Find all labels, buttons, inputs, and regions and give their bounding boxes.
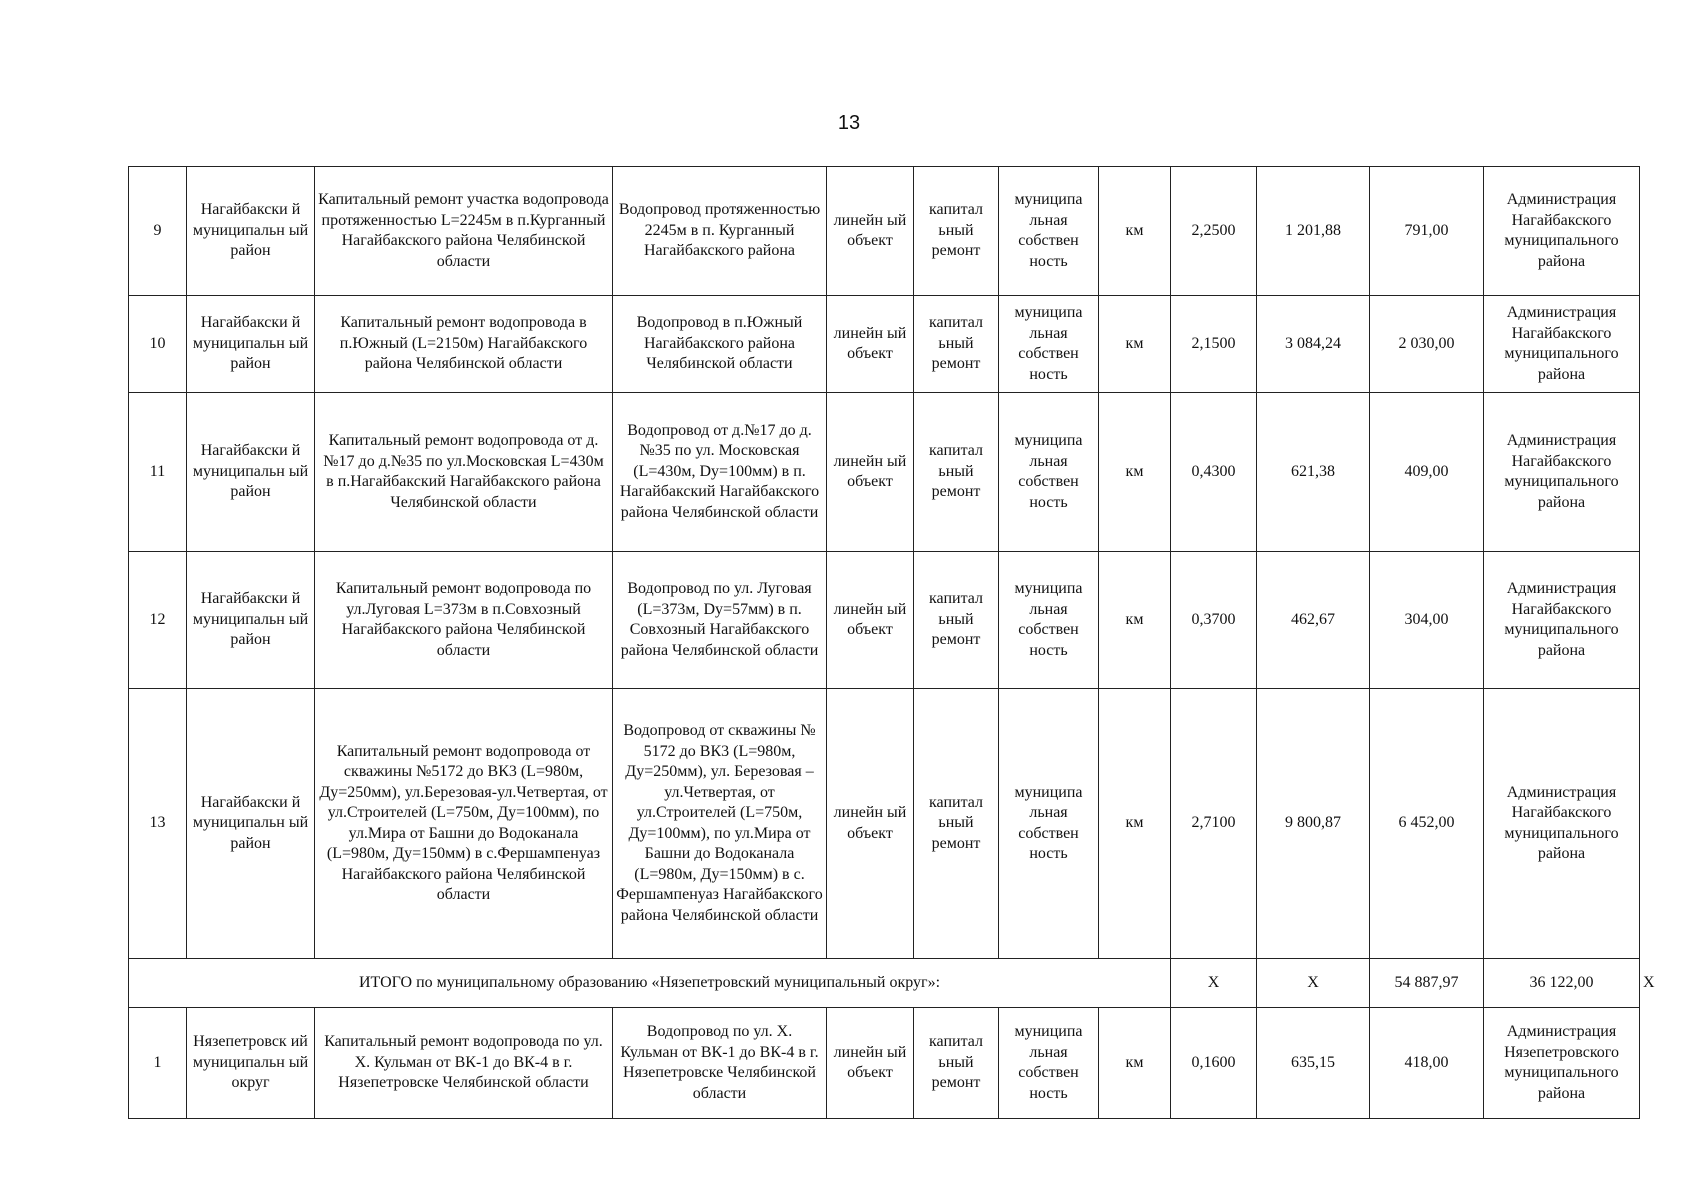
amount: 6 452,00 [1370,689,1484,959]
ownership: муниципа льная собствен ность [999,689,1099,959]
administrator: Администрация Нагайбакского муниципального района [1484,689,1640,959]
table-row [129,393,1640,552]
table-row [129,167,1640,296]
row-number: 13 [129,689,187,959]
total-label: ИТОГО по муниципальному образованию «Нязепетровский муниципальный округ»: [129,959,1171,1008]
object-name: Водопровод по ул. Луговая (L=373м, Dy=57мм) в п. Совхозный Нагайбакского района Челябинской области [613,552,827,689]
object-name: Водопровод протяженностью 2245м в п. Курганный Нагайбакского района [613,167,827,296]
cost: 621,38 [1257,393,1370,552]
page-number: 13 [837,112,861,134]
amount: 409,00 [1370,393,1484,552]
work-description: Капитальный ремонт водопровода по ул.Луговая L=373м в п.Совхозный Нагайбакского района Челябинской области [315,552,613,689]
object-name: Водопровод в п.Южный Нагайбакского района Челябинской области [613,296,827,393]
amount: 2 030,00 [1370,296,1484,393]
object-type: линейн ый объект [827,296,914,393]
district-name: Нагайбакски й муниципальн ый район [187,296,315,393]
total-row: ИТОГО по муниципальному образованию «Нязепетровский муниципальный округ»: X X 54 887,97 36 122,00 X [129,959,1640,1008]
work-type: капитал ьный ремонт [914,393,999,552]
quantity: 0,1600 [1171,1008,1257,1119]
work-description: Капитальный ремонт водопровода в п.Южный (L=2150м) Нагайбакского района Челябинской области [315,296,613,393]
quantity: 2,2500 [1171,167,1257,296]
total-amount: 36 122,00 [1484,959,1640,1008]
work-type: капитал ьный ремонт [914,296,999,393]
object-type: линейн ый объект [827,552,914,689]
unit: км [1099,296,1171,393]
row-number: 11 [129,393,187,552]
work-type: капитал ьный ремонт [914,167,999,296]
ownership: муниципа льная собствен ность [999,393,1099,552]
unit: км [1099,689,1171,959]
work-description: Капитальный ремонт водопровода от скважины №5172 до ВК3 (L=980м, Ду=250мм), ул.Березовая-ул.Четвертая, от ул.Строителей (L=750м, Ду=100мм), по ул.Мира от Башни до Водоканала (L=980м, Ду=150мм) в с.Фершампенуаз Нагайбакского района Челябинской области [315,689,613,959]
object-name: Водопровод по ул. Х. Кульман от ВК-1 до ВК-4 в г. Нязепетровске Челябинской области [613,1008,827,1119]
unit: км [1099,552,1171,689]
ownership: муниципа льная собствен ность [999,167,1099,296]
administrator: Администрация Нагайбакского муниципального района [1484,393,1640,552]
district-name: Нагайбакски й муниципальн ый район [187,167,315,296]
work-type: капитал ьный ремонт [914,552,999,689]
amount: 304,00 [1370,552,1484,689]
row-number: 10 [129,296,187,393]
unit: км [1099,167,1171,296]
cost: 9 800,87 [1257,689,1370,959]
unit: км [1099,1008,1171,1119]
row-number: 1 [129,1008,187,1119]
cost: 3 084,24 [1257,296,1370,393]
table-row [129,552,1640,689]
cost: 635,15 [1257,1008,1370,1119]
object-name: Водопровод от скважины № 5172 до ВК3 (L=980м, Ду=250мм), ул. Березовая – ул.Четвертая, от ул.Строителей (L=750м, Ду=100мм), по ул.Мира от Башни до Водоканала (L=980м, Ду=150мм) в с. Фершампенуаз Нагайбакского района Челябинской области [613,689,827,959]
object-type: линейн ый объект [827,1008,914,1119]
district-name: Нагайбакски й муниципальн ый район [187,689,315,959]
object-name: Водопровод от д.№17 до д.№35 по ул. Московская (L=430м, Dy=100мм) в п. Нагайбакский Нагайбакского района Челябинской области [613,393,827,552]
table-row [129,689,1640,959]
amount: 791,00 [1370,167,1484,296]
amount: 418,00 [1370,1008,1484,1119]
administrator: Администрация Нязепетровского муниципального района [1484,1008,1640,1119]
total-quantity: X [1257,959,1370,1008]
table-row [129,1008,1640,1119]
object-type: линейн ый объект [827,167,914,296]
administrator: Администрация Нагайбакского муниципального района [1484,296,1640,393]
cost: 462,67 [1257,552,1370,689]
total-unit: X [1171,959,1257,1008]
work-description: Капитальный ремонт водопровода от д.№17 до д.№35 по ул.Московская L=430м в п.Нагайбакский Нагайбакского района Челябинской области [315,393,613,552]
quantity: 0,4300 [1171,393,1257,552]
row-number: 9 [129,167,187,296]
work-description: Капитальный ремонт участка водопровода протяженностью L=2245м в п.Курганный Нагайбакского района Челябинской области [315,167,613,296]
ownership: муниципа льная собствен ность [999,552,1099,689]
administrator: Администрация Нагайбакского муниципального района [1484,167,1640,296]
quantity: 2,7100 [1171,689,1257,959]
ownership: муниципа льная собствен ность [999,296,1099,393]
cost: 1 201,88 [1257,167,1370,296]
quantity: 0,3700 [1171,552,1257,689]
district-name: Нагайбакски й муниципальн ый район [187,393,315,552]
row-number: 12 [129,552,187,689]
object-type: линейн ый объект [827,689,914,959]
object-type: линейн ый объект [827,393,914,552]
total-cost: 54 887,97 [1370,959,1484,1008]
ownership: муниципа льная собствен ность [999,1008,1099,1119]
unit: км [1099,393,1171,552]
work-description: Капитальный ремонт водопровода по ул. Х. Кульман от ВК-1 до ВК-4 в г. Нязепетровске Челябинской области [315,1008,613,1119]
objects-table [128,166,1655,1119]
work-type: капитал ьный ремонт [914,689,999,959]
quantity: 2,1500 [1171,296,1257,393]
district-name: Нагайбакски й муниципальн ый район [187,552,315,689]
district-name: Нязепетровск ий муниципальн ый округ [187,1008,315,1119]
administrator: Администрация Нагайбакского муниципального района [1484,552,1640,689]
table-row [129,296,1640,393]
work-type: капитал ьный ремонт [914,1008,999,1119]
